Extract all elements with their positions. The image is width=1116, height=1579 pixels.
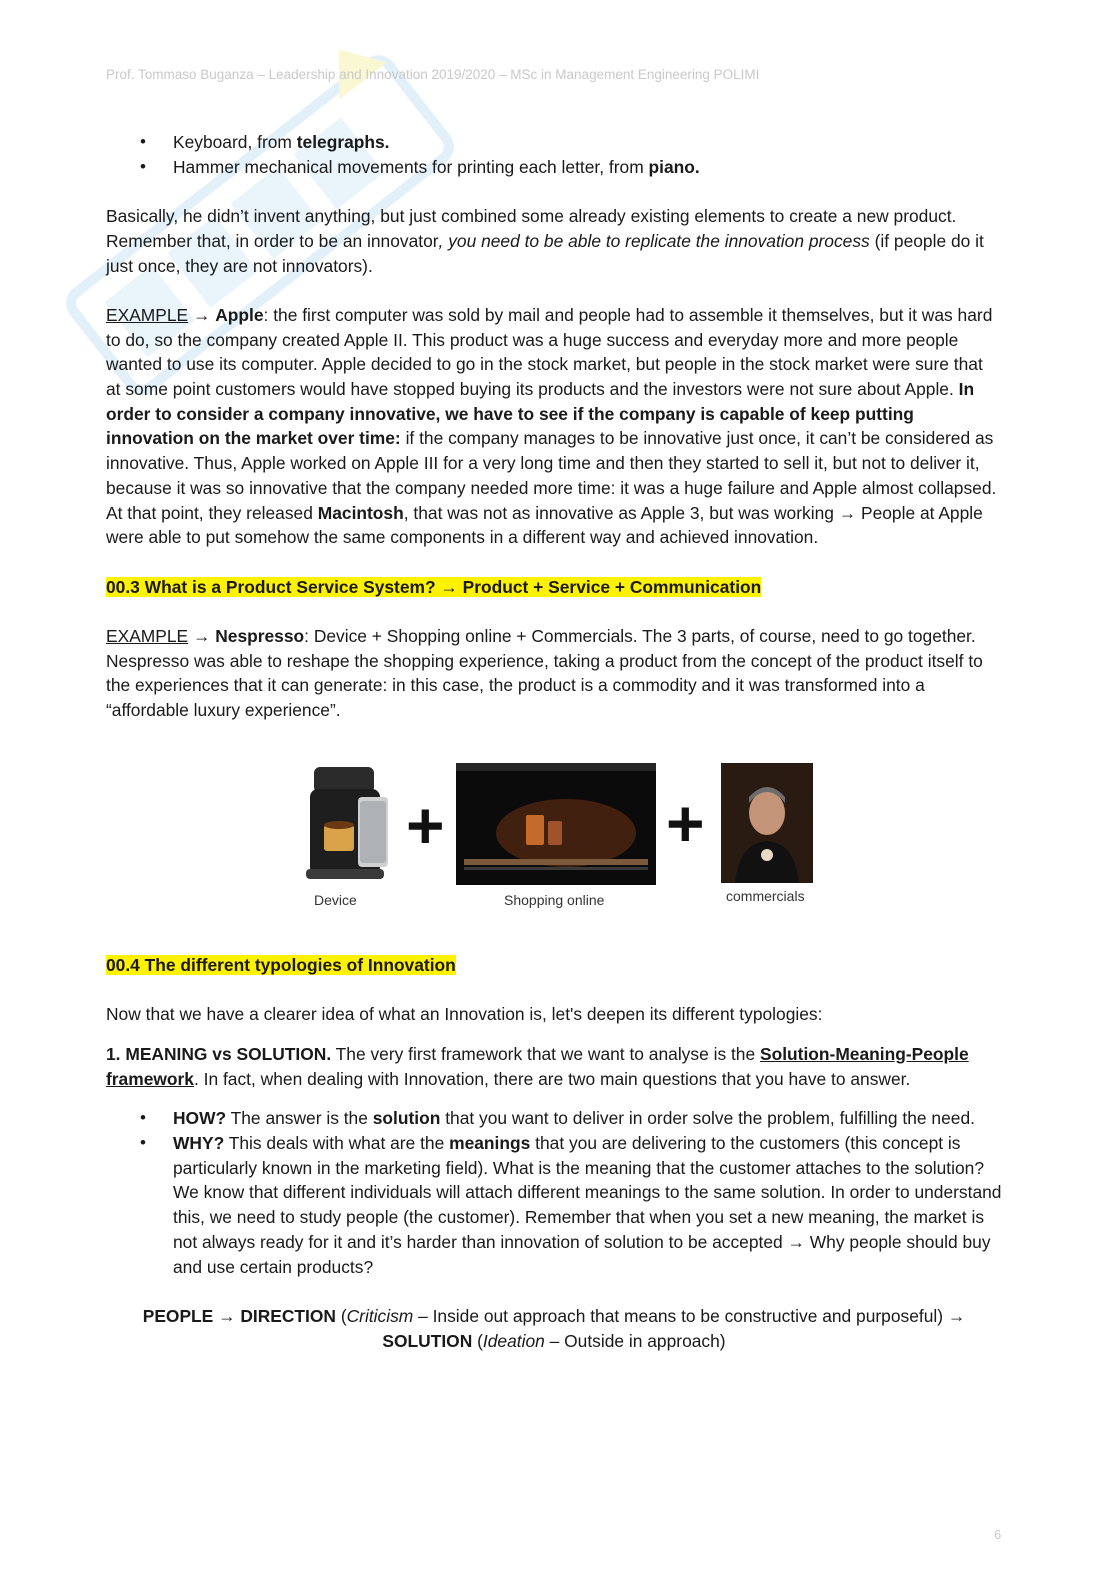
summary-people-direction-solution: PEOPLE → DIRECTION (Criticism – Inside out approach that means to be constructive and purposeful) → SOLUTION (Ideation – Outside in approach) [142,1305,966,1351]
list-item: • WHY? This deals with what are the meanings that you are delivering to the customers (this concept is particularly known in the marketing field). What is the meaning that the customer attaches to the solution? We know that different individuals will attach different meanings to the same solution. In order to understand this, we need to study people (the customer). Remember that when you set a new meaning, the market is not always ready for it and it’s harder than innovation of solution to be accepted → Why people should buy and use certain products? [173,1131,1002,1279]
example-label: EXAMPLE [106,626,189,646]
list-item: • HOW? The answer is the solution that you want to deliver in order solve the problem, fulfilling the need. [173,1106,1002,1131]
document-body [106,130,1002,1353]
commercial-advertisement-image [721,763,813,883]
caption-shopping-online: Shopping online [504,891,605,908]
framework-name: Solution-Meaning-People framework [106,1043,969,1089]
product-service-system-figure [106,763,1002,953]
page-number: 6 [994,1527,1002,1542]
bullet-list-questions [106,1106,1002,1279]
caption-commercials: commercials [726,887,805,904]
section-heading-003: 00.3 What is a Product Service System? → Product + Service + Communication [106,576,762,597]
plus-sign: + [666,785,705,860]
plus-sign: + [406,787,445,862]
section-heading-004: 00.4 The different typologies of Innovation [106,954,456,975]
list-item: • Keyboard, from telegraphs. [173,130,1002,155]
paragraph-intro-typologies: Now that we have a clearer idea of what an Innovation is, let's deepen its different typologies: [106,1004,823,1025]
paragraph-meaning-vs-solution: 1. MEANING vs SOLUTION. The very first framework that we want to analyse is the Solution-Meaning-People framework. In fact, when dealing with Innovation, there are two main questions that you have to answer. [106,1043,969,1089]
paragraph-basically: Basically, he didn’t invent anything, but just combined some already existing elements to create a new product. Remember that, in order to be an innovator, you need to be able to replicate the innovation process (if people do it just once, they are not innovators). [106,206,984,276]
coffee-machine-image [296,763,396,888]
page-header: Prof. Tommaso Buganza – Leadership and Innovation 2019/2020 – MSc in Management Engineering POLIMI [106,67,760,82]
paragraph-nespresso-example: EXAMPLE → Nespresso: Device + Shopping online + Commercials. The 3 parts, of course, need to go together. Nespresso was able to reshape the shopping experience, taking a product from the concept of the product itself to the experiences that it can generate: in this case, the product is a commodity and it was transformed into a “affordable luxury experience”. [106,626,983,721]
list-item: • Hammer mechanical movements for printing each letter, from piano. [173,155,1002,180]
shopping-online-screenshot [456,763,656,885]
example-label: EXAMPLE [106,304,189,325]
caption-device: Device [314,891,357,908]
bullet-list-origins [106,130,1002,179]
paragraph-apple-example: EXAMPLE → Apple: the first computer was sold by mail and people had to assemble it themselves, but it was hard to do, so the company created Apple II. This product was a huge success and everyday more and more people wanted to use its computer. Apple decided to go in the stock market, but people in the stock market were sure that at some point customers would have stopped buying its products and the investors were not sure about Apple. In order to consider a company innovative, we have to see if the company is capable of keep putting innovation on the market over time: if the company manages to be innovative just once, it can’t be considered as innovative. Thus, Apple worked on Apple III for a very long time and then they started to sell it, but not to deliver it, because it was so innovative that the company needed more time: it was a huge failure and Apple almost collapsed. At that point, they released Macintosh, that was not as innovative as Apple 3, but was working → People at Apple were able to put somehow the same components in a different way and achieved innovation. [106,304,997,548]
